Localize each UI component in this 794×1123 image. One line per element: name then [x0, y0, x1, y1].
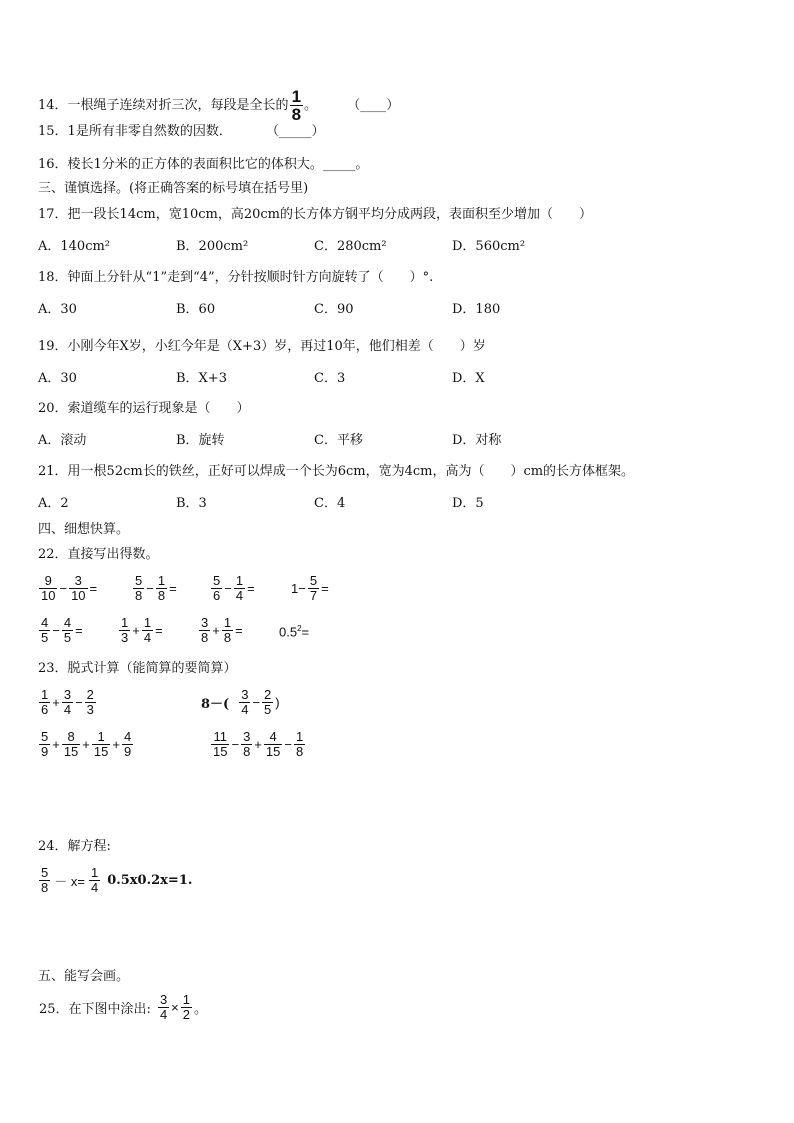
- q15-text: 1是所有非零自然数的因数．: [67, 124, 232, 139]
- q14-frac-numerator: 1: [291, 87, 302, 106]
- q14-fraction: [289, 87, 304, 124]
- q19-option-c[interactable]: C．3: [314, 371, 346, 386]
- q21-option-b[interactable]: B．3: [176, 496, 207, 511]
- section-4-heading: 四、细想快算。: [38, 522, 130, 537]
- q22-item-6: $\frac{1}{3}$ + $\frac{1}{4}$ =: [121, 615, 163, 645]
- question-18: 18．钟面上分针从“1”走到“4”，分针按顺时针方向旋转了（ ）°.: [38, 270, 434, 285]
- q23-expr-4: $\frac{11}{15}$ − $\frac{3}{8}$ + $\frac{4}{15}$ − $\frac{1}{8}$: [213, 729, 304, 759]
- q17-option-c[interactable]: C．280cm²: [314, 239, 387, 254]
- q14-answer-blank[interactable]: （____）: [347, 98, 400, 113]
- q21-option-d[interactable]: D．5: [452, 496, 484, 511]
- q21-option-a[interactable]: A．2: [38, 496, 69, 511]
- q23-expr-2: 8－( $\frac{3}{4}$ − $\frac{2}{5}$ ): [201, 687, 280, 717]
- q20-option-a[interactable]: A．滚动: [38, 433, 87, 448]
- question-14: [38, 87, 400, 124]
- question-17: 17．把一段长14cm，宽10cm，高20cm的长方体方钢平均分成两段，表面积至少增加（ ）: [38, 207, 592, 222]
- q21-option-c[interactable]: C．4: [314, 496, 346, 511]
- q22-item-2: $\frac{5}{8}$ − $\frac{1}{8}$ =: [135, 573, 177, 603]
- q17-option-b[interactable]: B．200cm²: [176, 239, 249, 254]
- q14-frac-denominator: 8: [291, 105, 302, 124]
- q14-tail: 。: [304, 98, 318, 113]
- q19-option-a[interactable]: A．30: [38, 371, 77, 386]
- q18-option-d[interactable]: D．180: [452, 302, 501, 317]
- q23-expr-1: $\frac{1}{6}$ + $\frac{3}{4}$ − $\frac{2}{3}$: [41, 687, 94, 717]
- q15-number: 15．: [38, 124, 68, 139]
- q22-item-5: $\frac{4}{5}$ − $\frac{4}{5}$ =: [41, 615, 83, 645]
- q14-text: 一根绳子连续对折三次，每段是全长的: [67, 98, 289, 113]
- question-21: 21．用一根52cm长的铁丝，正好可以焊成一个长为6cm，宽为4cm，高为（ ）cm的长方体框架。: [38, 464, 635, 479]
- q20-option-d[interactable]: D．对称: [452, 433, 502, 448]
- q17-option-d[interactable]: D．560cm²: [452, 239, 526, 254]
- q15-answer-blank[interactable]: （_____）: [265, 124, 325, 139]
- q16-number: 16．: [38, 157, 68, 172]
- q22-1-frac-a: $\frac{9}{10}$: [41, 573, 56, 603]
- q16-text: 棱长1分米的正方体的表面积比它的体积大。_____。: [67, 157, 369, 172]
- q19-option-b[interactable]: B．X+3: [176, 371, 227, 386]
- q14-number: 14．: [38, 98, 68, 113]
- question-19: 19．小刚今年X岁，小红今年是（X+3）岁，再过10年，他们相差（ ）岁: [38, 339, 486, 354]
- q19-option-d[interactable]: D．X: [452, 371, 485, 386]
- q22-1-frac-b: $\frac{3}{10}$: [71, 573, 86, 603]
- question-15: [38, 122, 324, 142]
- question-23-title: 23．脱式计算（能简算的要简算）: [38, 661, 237, 676]
- q20-option-c[interactable]: C．平移: [314, 433, 363, 448]
- question-16: [38, 155, 368, 175]
- q18-option-b[interactable]: B．60: [176, 302, 216, 317]
- q23-expr-3: $\frac{5}{9}$ + $\frac{8}{15}$ + $\frac{1}{15}$ + $\frac{4}{9}$: [41, 729, 132, 759]
- q22-item-1: $\frac{9}{10}$ − $\frac{3}{10}$ =: [41, 573, 98, 603]
- q22-item-7: $\frac{3}{8}$ + $\frac{1}{8}$ =: [201, 615, 243, 645]
- q22-item-8: $0.5^2=$: [279, 624, 310, 640]
- section-3-heading: 三、谨慎选择。(将正确答案的标号填在括号里): [38, 181, 309, 196]
- question-22-title: 22．直接写出得数。: [38, 547, 159, 562]
- q18-option-c[interactable]: C．90: [314, 302, 354, 317]
- q22-item-3: $\frac{5}{6}$ − $\frac{1}{4}$ =: [213, 573, 255, 603]
- q18-option-a[interactable]: A．30: [38, 302, 77, 317]
- section-5-heading: 五、能写会画。: [38, 969, 130, 984]
- q22-item-4: 1− $\frac{5}{7}$ =: [291, 573, 329, 603]
- question-20: 20．索道缆车的运行现象是（ ）: [38, 401, 250, 416]
- q17-option-a[interactable]: A．140cm²: [38, 239, 111, 254]
- q24-equation: $\frac{5}{8}$ － x= $\frac{1}{4}$ 0.5x0.2x=1.: [41, 865, 193, 895]
- question-24-title: 24．解方程:: [38, 839, 111, 854]
- question-25: 25．在下图中涂出: $\frac{3}{4}$ × $\frac{1}{2}$ 。: [39, 992, 208, 1022]
- q20-option-b[interactable]: B．旋转: [176, 433, 225, 448]
